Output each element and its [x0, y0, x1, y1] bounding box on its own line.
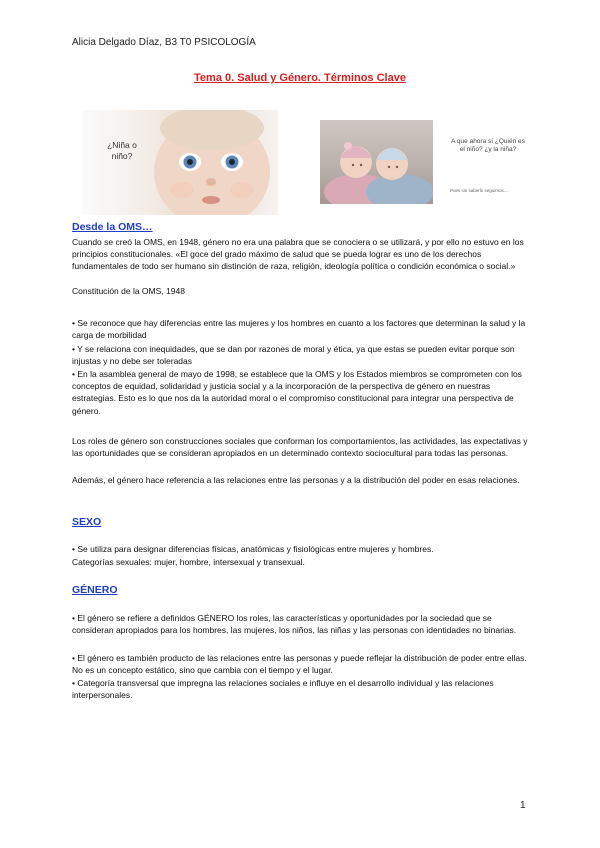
image-question-2: A que ahora sí ¿Quién es el niño? ¿y la niña?: [451, 138, 525, 153]
sexo-categories: Categorías sexuales: mujer, hombre, intersexual y transexual.: [72, 557, 305, 567]
baby-face-illustration: [82, 110, 278, 215]
image-caption-2: Pues sin saberlo seguimos....: [450, 188, 509, 193]
gender-roles-paragraph: Los roles de género son construcciones sociales que conforman los comportamientos, las actividades, las expectativas y las oportunidades que se consideran apropiados en un determinado contexto sociocultural para todas las personas.: [72, 436, 528, 459]
oms-bullet-3: • En la asamblea general de mayo de 1998, se establece que la OMS y los Estados miembros se comprometen con los conceptos de equidad, solidaridad y justicia social y a la incorporación de la perspectiva de género en nuestras estrategias. Esto es lo que nos da la autoridad moral o el compromiso constitucional para integrar una perspectiva de género.: [72, 369, 522, 416]
genero-bullet-2: • El género es también producto de las relaciones entre las personas y puede reflejar la distribución de poder entre ellas. No es un concepto estático, sino que cambia con el tiempo y el lugar.: [72, 653, 527, 676]
oms-bullet-2: • Y se relaciona con inequidades, que se dan por razones de moral y ética, ya que estas se pueden evitar porque son injustas y no debe ser toleradas: [72, 344, 515, 367]
oms-source: Constitución de la OMS, 1948: [72, 286, 185, 296]
section-heading-sexo: SEXO: [72, 516, 102, 528]
document-header: Alicia Delgado Díaz, B3 T0 PSICOLOGÍA: [72, 37, 256, 48]
twins-illustration: [320, 120, 433, 204]
genero-bullet-3: • Categoría transversal que impregna las relaciones sociales e influye en el desarrollo individual y las relaciones interpersonales.: [72, 678, 494, 701]
page-number: 1: [520, 800, 526, 811]
gender-relations-paragraph: Además, el género hace referencia a las relaciones entre las personas y a la distribución del poder en esas relaciones.: [72, 475, 520, 485]
twins-image-block: [320, 120, 528, 204]
genero-bullet-1: • El género se refiere a definidos GÉNERO los roles, las características y oportunidades por la sociedad que se consideran apropiados para los hombres, las mujeres, los niños, las niñas y las personas con identidades no binarias.: [72, 613, 517, 636]
document-title: Tema 0. Salud y Género. Términos Clave: [194, 72, 406, 84]
image-question-1: ¿Niña o niño?: [107, 140, 137, 161]
oms-bullet-1: • Se reconoce que hay diferencias entre las mujeres y los hombres en cuanto a los factores que determinan la salud y la carga de morbilidad: [72, 318, 526, 341]
twins-photo: [320, 120, 433, 204]
baby-photo: [82, 110, 278, 215]
oms-paragraph: Cuando se creó la OMS, en 1948, género no era una palabra que se conociera o se utilizará, y por ello no estuvo en los principios constitucionales. «El goce del grado máximo de salud que se pueda lograr es uno de los derechos fundamentales de todo ser humano sin distinción de raza, religión, ideología política o condición económica o social.»: [72, 237, 524, 272]
sexo-bullet: • Se utiliza para designar diferencias físicas, anatómicas y fisiológicas entre mujeres y hombres.: [72, 544, 434, 554]
section-heading-genero: GÉNERO: [72, 584, 118, 596]
section-heading-oms: Desde la OMS…: [72, 221, 153, 233]
